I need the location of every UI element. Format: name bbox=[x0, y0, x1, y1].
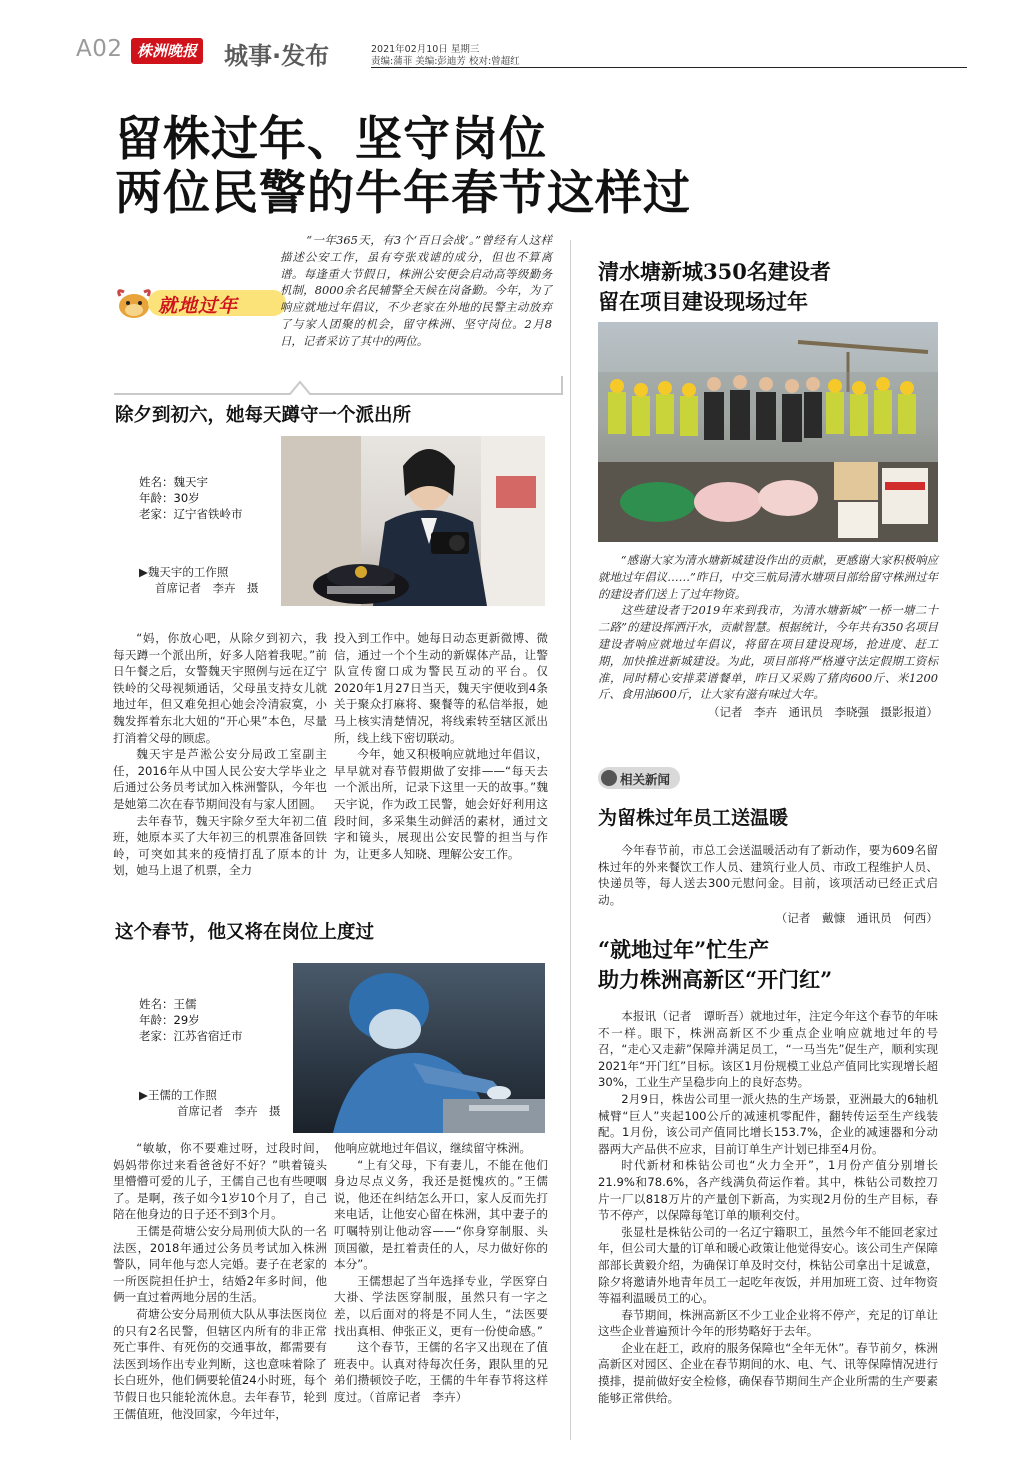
story2-col1-para: “敏敏，你不要难过呀，过段时间，妈妈带你过来看爸爸好不好？”哄着镜头里懵懵可爱的儿子，王儒自己也有些哽咽了。是啊，孩子如今1岁10个月了，自己陪在他身边的日子还不到3个月。 bbox=[113, 1141, 327, 1222]
story1-info-age: 年龄：30岁 bbox=[139, 491, 200, 505]
story2-info bbox=[139, 996, 243, 1044]
right1-photo bbox=[598, 322, 938, 542]
story1-col1 bbox=[113, 630, 327, 879]
story2-col2-para: 他响应就地过年倡议，继续留守株洲。 bbox=[334, 1141, 532, 1155]
story1-caption-line2: 首席记者 李卉 摄 bbox=[155, 581, 259, 595]
right3-title-line2: 助力株洲高新区“开门红” bbox=[598, 967, 833, 992]
story1-caption-line1: ▶魏天宇的工作照 bbox=[139, 565, 229, 579]
story1-heading: 除夕到初六，她每天蹲守一个派出所 bbox=[115, 405, 412, 426]
story1-col2 bbox=[334, 630, 548, 862]
page-header bbox=[0, 0, 1033, 70]
related-tag-icon bbox=[601, 770, 617, 786]
right3-para: 2月9日，株齿公司里一派火热的生产场景，亚洲最大的6轴机械臂“巨人”夹起100公斤的减速机零配件，翻转传运至生产线装配。1月份，该公司产值同比增长153.7%，企业的减速器和分动器两大产品供不应求，目前订单生产计划已排至4月份。 bbox=[598, 1091, 938, 1156]
story1-info bbox=[139, 474, 243, 522]
related-body bbox=[598, 842, 938, 927]
story2-info-age: 年龄：29岁 bbox=[139, 1013, 200, 1027]
right1-title-line1: 清水塘新城350名建设者 bbox=[598, 259, 831, 284]
story1-info-name: 姓名：魏天宇 bbox=[139, 475, 208, 489]
story1-col1-para: 去年春节，魏天宇除夕至大年初二值班，她原本买了大年初三的机票准备回铁岭，可突如其来的疫情打乱了原本的计划，她马上退了机票，全力 bbox=[113, 813, 327, 878]
right3-para: 企业在赶工，政府的服务保障也“全年无休”。春节前夕，株洲高新区对园区、企业在春节期间的水、电、气、讯等保障情况进行摸排，提前做好安全检修，确保春节期间生产企业所需的生产要素能够正常供给。 bbox=[598, 1340, 938, 1405]
construction-workers-photo-icon bbox=[598, 322, 938, 542]
right3-para: 春节期间，株洲高新区不少工业企业将不停产，充足的订单让这些企业普遍预计今年的形势略好于去年。 bbox=[598, 1307, 938, 1339]
story1-col2-para: 投入到工作中。她每日动态更新微博、微信，通过一个个生动的新媒体产品，让警队宣传窗口成为警民互动的平台。仅2020年1月27日当天，魏天宇便收到4条关于聚众打麻将、聚餐等的私信举报，她马上核实清楚情况，将线索转至辖区派出所，线上线下密切联动。 bbox=[334, 631, 548, 745]
header-rule bbox=[371, 67, 967, 68]
story2-col1 bbox=[113, 1140, 327, 1422]
right1-body bbox=[598, 552, 938, 721]
story2-info-name: 姓名：王儒 bbox=[139, 997, 197, 1011]
intro-bracket bbox=[114, 376, 564, 396]
intro-box bbox=[280, 232, 552, 380]
story1-col2-para: 今年，她又积极响应就地过年倡议，早早就对春节假期做了安排——“每天去一个派出所，记录下这里一天的故事。”魏天宇说，作为政工民警，她会好好利用这段时间，多采集生动鲜活的素材，通过文字和镜头，展现出公安民警的担当与作为，让更多人知晓、理解公安工作。 bbox=[334, 747, 548, 861]
policewoman-photo-icon bbox=[281, 436, 545, 606]
section-name: 城事·发布 bbox=[224, 42, 330, 70]
right3-para: 本报讯（记者 谭昕吾）就地过年，注定今年这个春节的年味不一样。眼下，株洲高新区不少重点企业响应就地过年的号召，“走心又走薪”保障并满足员工，“一马当先”促生产，顺利实现2021年“开门红”目标。该区1月份规模工业总产值同比实现增长超30%，工业生产呈稳步向上的良好态势。 bbox=[598, 1009, 938, 1090]
story2-col2-para: “上有父母，下有妻儿，不能在他们身边尽点义务，我还是挺愧疚的。”王儒说，他还在纠结怎么开口，家人反而先打来电话，让他安心留在株洲，其中妻子的叮嘱特别让他动容——“你身穿制服、头顶国徽，是扛着责任的人，尽力做好你的本分”。 bbox=[334, 1157, 548, 1272]
newspaper-logo: 株洲晚报 bbox=[131, 38, 203, 64]
story2-photo bbox=[293, 963, 545, 1133]
story1-photo bbox=[281, 436, 545, 606]
related-byline: （记者 戴慷 通讯员 何西） bbox=[775, 911, 938, 926]
right3-para: 张显杜是株钻公司的一名辽宁籍职工，虽然今年不能回老家过年，但公司大量的订单和暖心政策让他觉得安心。该公司生产保障部部长黄毅介绍，为确保订单及时交付，株钻公司拿出十足诚意，除夕将邀请外地青年员工一起吃年夜饭，并用加班工资、过年物资等福利温暖员工的心。 bbox=[598, 1224, 938, 1306]
story2-col2-para: 这个春节，王儒的名字又出现在了值班表中。认真对待每次任务，跟队里的兄弟们攒顿饺子吃，王儒的牛年春节将这样度过。（首席记者 李卉） bbox=[334, 1340, 548, 1404]
story1-col1-para: 魏天宇是芦淞公安分局政工室副主任，2016年从中国人民公安大学毕业之后通过公务员考试加入株洲警队，今年也是她第二次在春节期间没有与家人团圆。 bbox=[113, 747, 327, 811]
editors-line: 责编:蒲菲 美编:彭迪芳 校对:曾超红 bbox=[371, 56, 520, 67]
story1-col1-para: “妈，你放心吧，从除夕到初六，我每天蹲一个派出所，好多人陪着我呢。”前日午餐之后，女警魏天宇照例与远在辽宁铁岭的父母视频通话，父母虽支持女儿就地过年，但又难免担心她会冷清寂寞，小魏发挥着东北大妞的“开心果”本色，尽量打消着父母的顾虑。 bbox=[113, 631, 327, 745]
intro-banner bbox=[114, 282, 284, 324]
story1-caption bbox=[139, 564, 259, 596]
related-tag bbox=[598, 767, 680, 789]
related-para: 今年春节前，市总工会送温暖活动有了新动作，要为609名留株过年的外来餐饮工作人员、建筑行业人员、市政工程维护人员、快递员等，每人送去300元慰问金。目前，该项活动已经正式启动。 bbox=[598, 843, 938, 907]
right1-byline: （记者 李卉 通讯员 李晓强 摄影报道） bbox=[708, 705, 938, 720]
intro-text: “一年365天，有3个‘百日会战’。”曾经有人这样描述公安工作，虽有夸张戏谑的成分，但也不算离谱。每逢重大节假日，株洲公安便会启动高等级勤务机制，8000余名民辅警全天候在岗备勤。今年，为了响应就地过年倡议，不少老家在外地的民警主动放弃了与家人团聚的机会，留守株洲、坚守岗位。2月8日，记者采访了其中的两位。 bbox=[280, 233, 552, 348]
right1-para: 这些建设者于2019年来到我市，为清水塘新城“一桥一塘二十二路”的建设挥洒汗水，贡献智慧。根据统计，今年共有350名项目建设者响应就地过年倡议，将留在项目建设现场，抢进度、赶工期，加快推进新城建设。为此，项目部将严格遵守法定假期工资标准，同时精心安排菜谱餐单，昨日又采购了猪肉600斤、米1200斤、食用油600斤，让大家有滋有味过大年。 bbox=[598, 603, 938, 702]
column-divider bbox=[570, 240, 571, 1440]
page-code: A02 bbox=[76, 36, 123, 62]
forensic-officer-photo-icon bbox=[293, 963, 545, 1133]
right3-title-line1: “就地过年”忙生产 bbox=[598, 937, 770, 962]
right1-para: “感谢大家为清水塘新城建设作出的贡献，更感谢大家积极响应就地过年倡议……”昨日，中交三航局清水塘项目部给留守株洲过年的建设者们送上了过年物资。 bbox=[598, 553, 938, 601]
story2-caption bbox=[139, 1087, 281, 1119]
main-title-line1: 留株过年、坚守岗位 bbox=[115, 112, 547, 167]
main-title-line2: 两位民警的牛年春节这样过 bbox=[115, 166, 691, 221]
intro-banner-text: 就地过年 bbox=[158, 295, 239, 317]
story2-col1-para: 王儒是荷塘公安分局刑侦大队的一名法医，2018年通过公务员考试加入株洲警队，同年他与恋人完婚。妻子在老家的一所医院担任护士，结婚2年多时间，他俩一直过着两地分居的生活。 bbox=[113, 1223, 327, 1305]
story2-col2-para: 王儒想起了当年选择专业，学医穿白大褂、学法医穿制服，虽然只有一字之差，以后面对的将是不同人生，“法医要找出真相、伸张正义，更有一份使命感。” bbox=[334, 1273, 548, 1338]
story2-heading: 这个春节，他又将在岗位上度过 bbox=[115, 922, 375, 943]
story2-caption-line2: 首席记者 李卉 摄 bbox=[177, 1104, 281, 1118]
story2-col1-para: 荷塘公安分局刑侦大队从事法医岗位的只有2名民警，但辖区内所有的非正常死亡事件、有死伤的交通事故，都需要有法医到场作出专业判断，这也意味着除了长白班外，他们俩要轮值24小时班，每个节假日也只能轮流休息。去年春节，轮到王儒值班，他没回家，今年过年， bbox=[113, 1306, 327, 1421]
story2-col2 bbox=[334, 1140, 548, 1406]
related-title: 为留株过年员工送温暖 bbox=[598, 807, 789, 829]
related-tag-text: 相关新闻 bbox=[620, 772, 671, 787]
story2-info-home: 老家：江苏省宿迁市 bbox=[139, 1029, 243, 1043]
right3-body bbox=[598, 1008, 938, 1406]
story2-caption-line1: ▶王儒的工作照 bbox=[139, 1088, 217, 1102]
right1-title-line2: 留在项目建设现场过年 bbox=[598, 289, 808, 314]
date-line: 2021年02月10日 星期三 bbox=[371, 44, 480, 55]
story1-info-home: 老家：辽宁省铁岭市 bbox=[139, 507, 243, 521]
right3-para: 时代新材和株钻公司也“火力全开”，1月份产值分别增长21.9%和78.6%，各产线满负荷运作着。其中，株钻公司数控刀片一厂以818万片的产量创下新高，为实现2月份的生产目标，春节不停产，以保障每笔订单的顺利交付。 bbox=[598, 1158, 938, 1223]
